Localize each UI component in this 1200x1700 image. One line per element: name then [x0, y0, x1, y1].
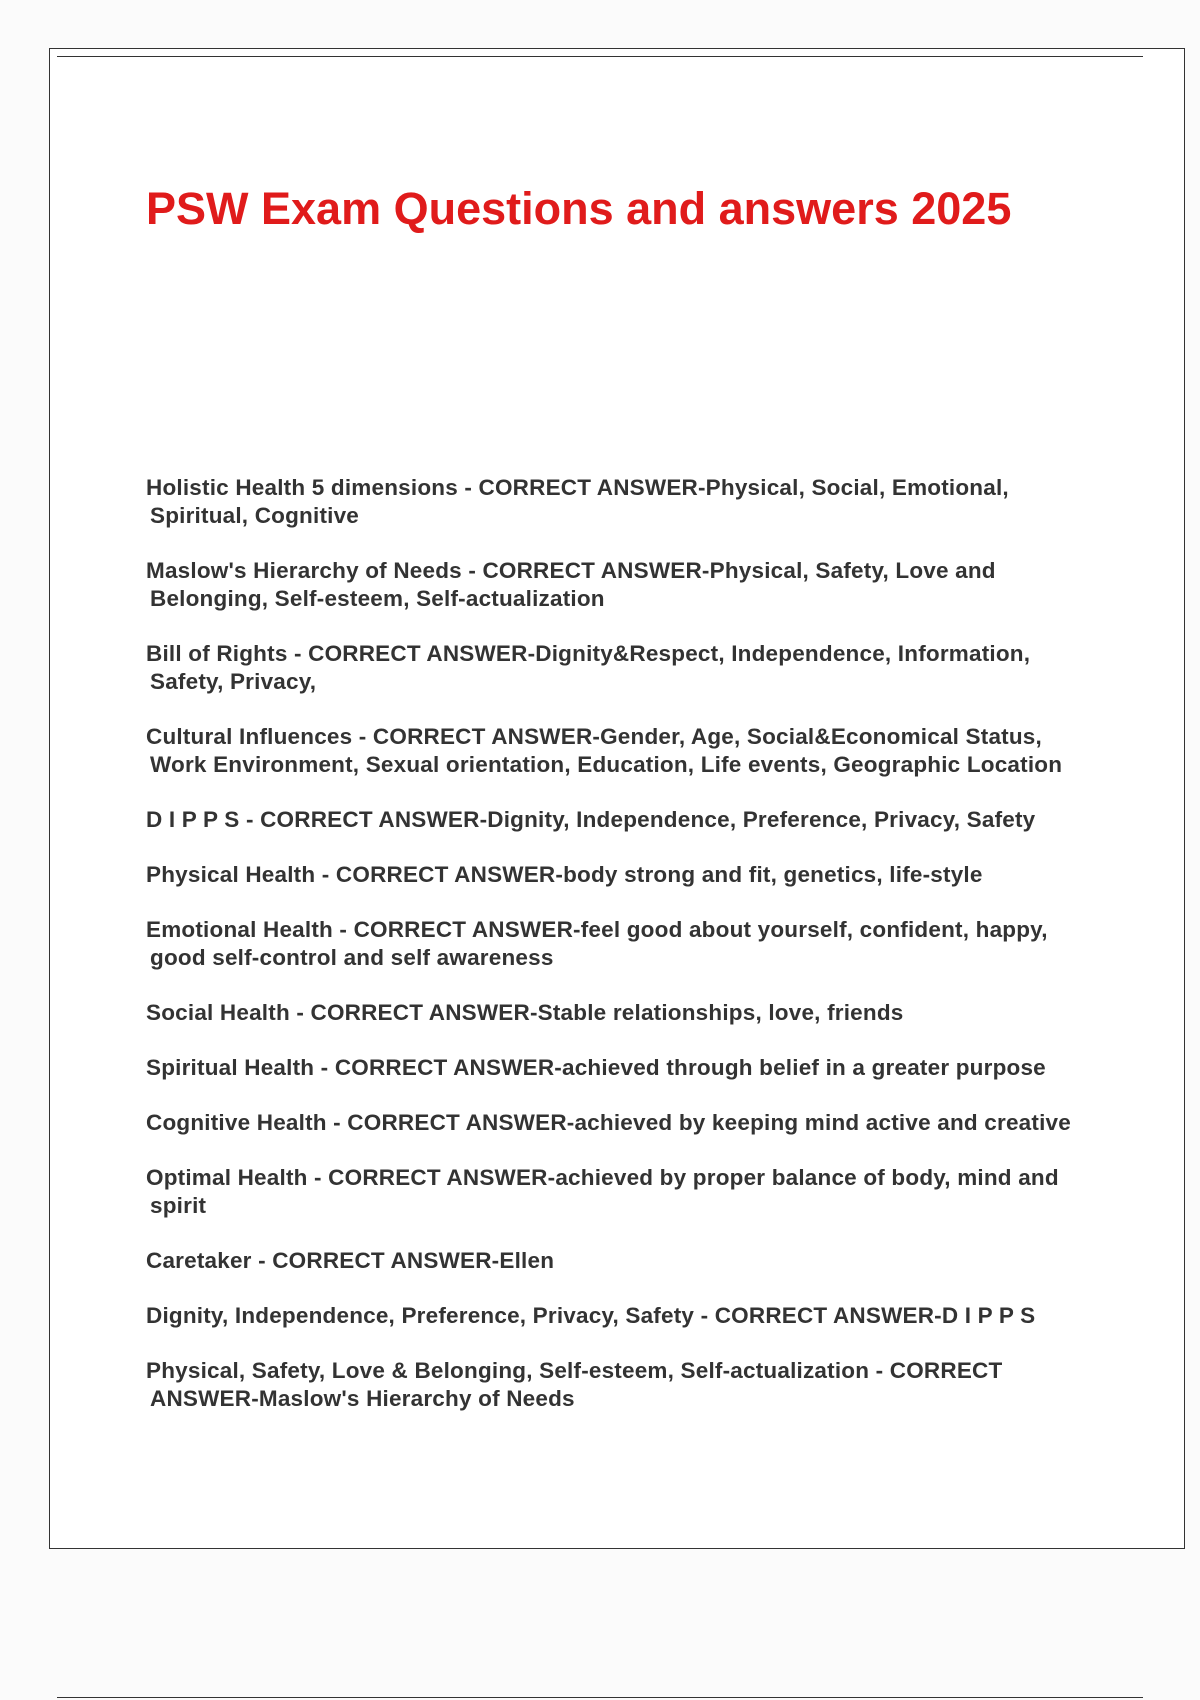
- qa-item: Maslow's Hierarchy of Needs - CORRECT ANSWER-Physical, Safety, Love and Belonging, Self-esteem, Self-actualization: [146, 558, 996, 611]
- qa-item: Physical, Safety, Love & Belonging, Self-esteem, Self-actualization - CORRECT ANSWER-Maslow's Hierarchy of Needs: [146, 1358, 1003, 1411]
- qa-item: Physical Health - CORRECT ANSWER-body strong and fit, genetics, life-style: [146, 862, 983, 887]
- bottom-rule: [57, 1697, 1143, 1698]
- qa-item: D I P P S - CORRECT ANSWER-Dignity, Independence, Preference, Privacy, Safety: [146, 807, 1036, 832]
- qa-item: Caretaker - CORRECT ANSWER-Ellen: [146, 1248, 555, 1273]
- qa-item: Holistic Health 5 dimensions - CORRECT ANSWER-Physical, Social, Emotional, Spiritual, Cognitive: [146, 475, 1009, 528]
- qa-item: Cognitive Health - CORRECT ANSWER-achieved by keeping mind active and creative: [146, 1110, 1071, 1135]
- qa-item: Social Health - CORRECT ANSWER-Stable relationships, love, friends: [146, 1000, 904, 1025]
- qa-item: Emotional Health - CORRECT ANSWER-feel good about yourself, confident, happy, good self-control and self awareness: [146, 917, 1048, 970]
- qa-item: Dignity, Independence, Preference, Privacy, Safety - CORRECT ANSWER-D I P P S: [146, 1303, 1036, 1328]
- qa-item: Cultural Influences - CORRECT ANSWER-Gender, Age, Social&Economical Status, Work Environment, Sexual orientation, Education, Life events, Geographic Location: [146, 724, 1063, 777]
- qa-item: Spiritual Health - CORRECT ANSWER-achieved through belief in a greater purpose: [146, 1055, 1046, 1080]
- qa-item: Bill of Rights - CORRECT ANSWER-Dignity&Respect, Independence, Information, Safety, Privacy,: [146, 641, 1031, 694]
- top-rule: [57, 56, 1143, 57]
- qa-list: [146, 474, 1091, 1440]
- qa-item: Optimal Health - CORRECT ANSWER-achieved by proper balance of body, mind and spirit: [146, 1165, 1059, 1218]
- document-title: PSW Exam Questions and answers 2025: [146, 183, 1012, 234]
